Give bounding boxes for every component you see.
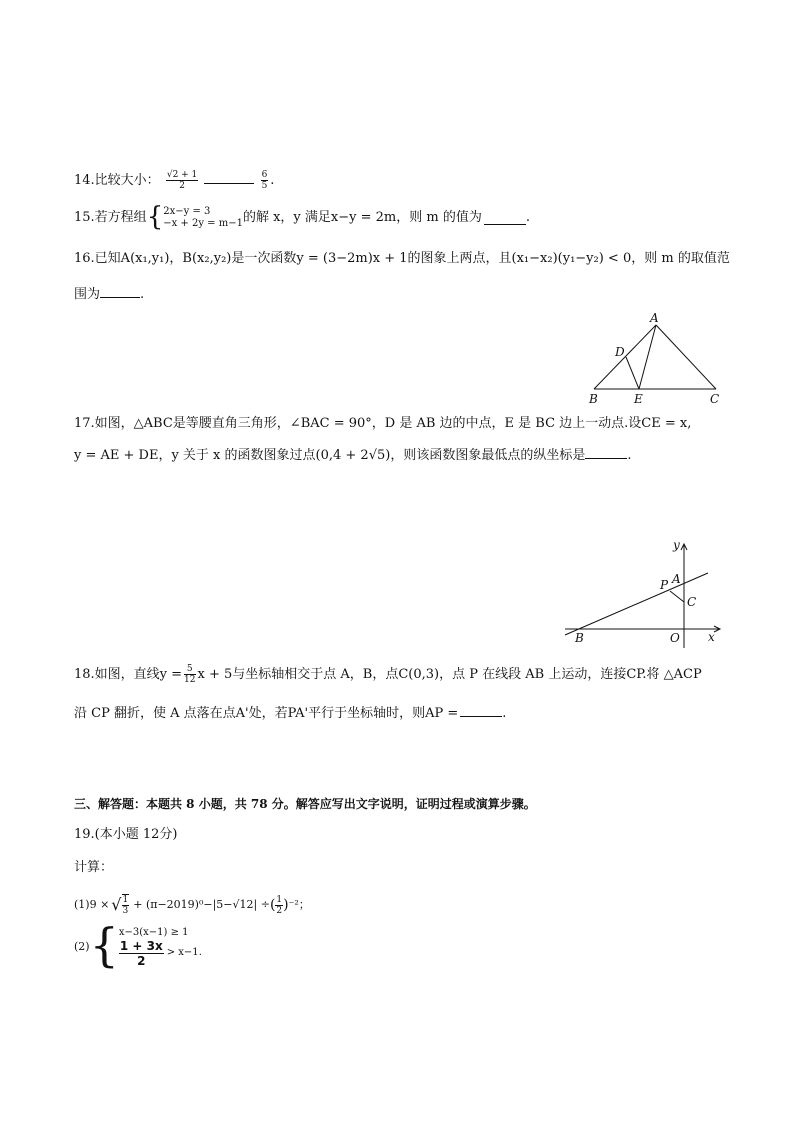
q19-part-1 [74,894,310,916]
q18-label-p: P [660,578,669,592]
question-18-line-2 [74,704,506,722]
q15-system-brace: { [146,202,164,232]
q18-suffix: . [502,706,507,721]
q19-p1-fraction [275,895,283,916]
q17-suffix: . [627,448,632,463]
q19-p1-suffix: ⁻²； [288,898,310,911]
q14-prefix: 14.比较大小： [74,173,160,188]
q19-p2-frac-denominator: 2 [137,953,146,968]
q19-p1-sqrt [111,894,131,916]
q18-label-x: x [708,630,715,644]
question-17-line-2 [74,446,631,464]
q14-frac2-numerator: 6 [261,170,268,180]
q17-triangle-figure [585,310,725,408]
question-19-instruction: 计算： [74,860,114,875]
q17-label-b: B [589,392,598,406]
question-14 [74,170,274,191]
q17-label-e: E [634,392,643,406]
q15-answer-blank[interactable] [484,212,526,225]
q18-coordinate-figure [560,536,730,650]
q18-line1-suffix: x + 5与坐标轴相交于点 A，B，点C(0,3)，点 P 在线段 AB 上运动，连接CP.将 △ACP [197,667,702,682]
q18-label-y: y [673,538,680,552]
q18-slope-numerator: 5 [184,664,195,675]
q17-segment-ae [639,325,656,389]
question-17-line-1: 17.如图，△ABC是等腰直角三角形，∠BAC = 90°，D 是 AB 边的中点，E 是 BC 边上一动点.设CE = x, [74,416,692,431]
q17-side-ab [594,325,656,389]
q14-suffix: . [270,173,275,188]
q18-answer-blank[interactable] [460,704,502,717]
q17-side-ac [656,325,716,389]
q15-suffix: . [525,210,530,225]
question-19-title: 19.(本小题 12分) [74,827,178,842]
q19-p2-brace: { [89,918,119,972]
q17-label-d: D [615,345,625,359]
q16-line2-prefix: 围为 [74,287,101,302]
q19-p1-root-fraction [122,894,130,916]
q18-label-c: C [687,595,697,609]
q19-p2-inequality-1: x−3(x−1) ≥ 1 [118,926,189,938]
q19-p1-mid: + (π−2019)⁰−|5−√12| ÷ [133,898,270,911]
q18-line2-prefix: 沿 CP 翻折，使 A 点落在点A'处，若PA'平行于坐标轴时，则AP = [74,706,459,721]
q18-slope-fraction [184,664,195,685]
q15-system [163,206,243,230]
q17-segment-de [626,357,639,389]
q19-p2-system [119,927,202,968]
q19-p1-paren-close: ) [283,897,289,913]
q14-fraction-2 [261,170,269,191]
q18-label-o: O [670,631,680,645]
q14-frac2-denominator: 5 [261,181,268,191]
q14-answer-blank[interactable] [204,171,254,184]
q19-p1-paren-open: ( [269,897,276,913]
q14-fraction-1 [166,170,198,191]
q14-frac1-denominator: 2 [179,181,185,191]
q18-segment-pc [670,591,684,602]
q19-p2-inequality-2 [119,939,202,968]
q14-frac1-numerator: √2 + 1 [166,170,198,180]
q18-slope-denominator: 12 [184,675,196,685]
q17-label-a: A [650,311,659,325]
section-3-heading: 三、解答题：本题共 8 小题，共 78 分。解答应写出文字说明，证明过程或演算步骤。 [74,797,536,811]
q17-answer-blank[interactable] [585,446,627,459]
q15-middle: 的解 x，y 满足x−y = 2m，则 m 的值为 [242,210,482,225]
q19-p1-frac-denominator: 2 [276,905,283,916]
question-18-line-1 [74,664,702,685]
q15-prefix: 15.若方程组 [74,210,147,225]
q19-p1-root-numerator: 1 [122,895,129,905]
q19-p2-label: (2) [74,940,90,953]
q19-part-2 [74,918,202,972]
q19-p2-line2-suffix: > x−1 [166,947,199,958]
q17-label-c: C [710,392,720,406]
q16-suffix: . [140,287,145,302]
q19-p2-fraction [119,939,164,968]
q17-line2-prefix: y = AE + DE，y 关于 x 的函数图象过点(0,4 + 2√5)，则该函数图象最低点的纵坐标是 [74,448,586,463]
q15-equation-1: 2x−y = 3 [163,206,211,217]
q19-p1-frac-numerator: 1 [276,894,283,905]
q18-label-a: A [672,572,681,586]
q18-line1-prefix: 18.如图，直线y = [74,667,183,682]
question-16-line-1: 16.已知A(x₁,y₁)，B(x₂,y₂)是一次函数y = (3−2m)x + 1的图象上两点，且(x₁−x₂)(y₁−y₂) < 0，则 m 的取值范 [74,251,730,266]
q19-sqrt-sign: √ [111,895,122,914]
q19-p1-root-denominator: 3 [122,906,129,916]
question-16-line-2 [74,285,144,303]
q19-p1-prefix: (1)9 × [74,898,110,911]
question-15 [74,202,530,232]
q19-p2-frac-numerator: 1 + 3x [119,938,163,953]
q16-answer-blank[interactable] [100,285,140,298]
q19-p2-end: . [198,947,202,958]
q18-label-b: B [575,631,584,645]
q15-equation-2: −x + 2y = m−1 [163,218,243,229]
